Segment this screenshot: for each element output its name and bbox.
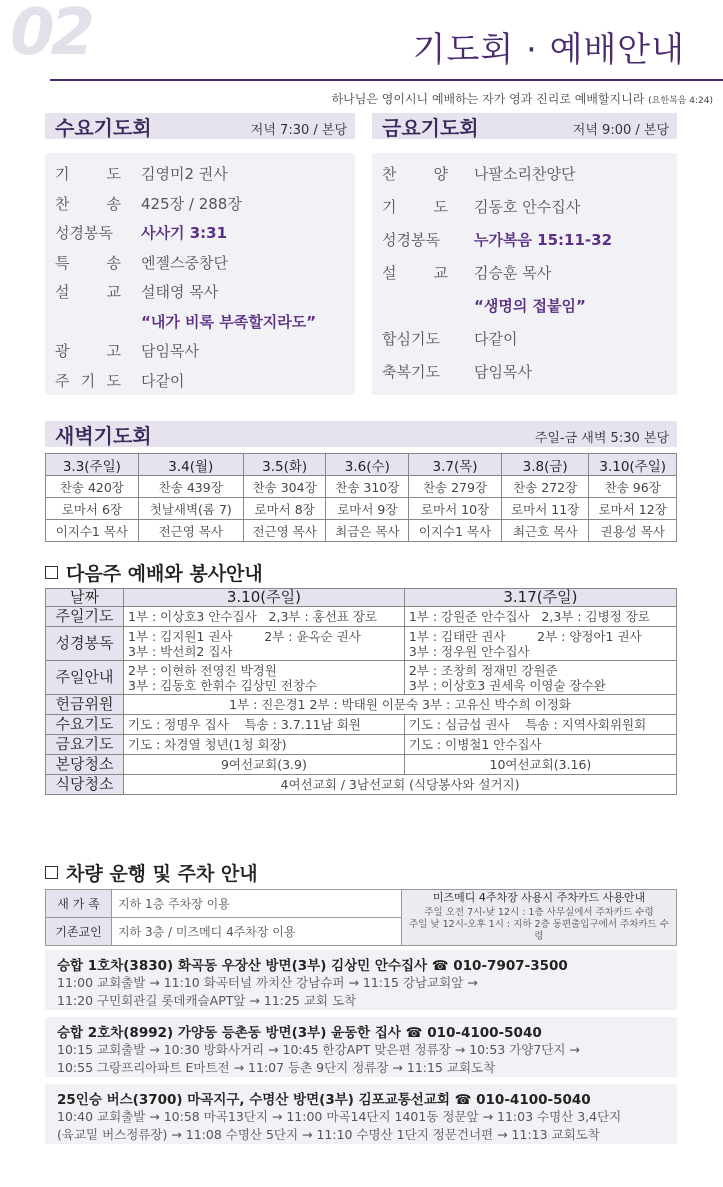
program-role: 성경봉독	[55, 224, 113, 242]
table-row	[46, 607, 677, 627]
dawn-cell: 전근영 목사	[243, 520, 326, 542]
row-value: 9여선교회(3.9)	[124, 755, 405, 775]
row-label: 수요기도	[46, 715, 124, 735]
table-row	[46, 755, 677, 775]
parking-label: 기존교인	[46, 918, 112, 946]
program-value: 425장 / 288장	[141, 194, 242, 213]
program-value: 김영미2 권사	[141, 165, 228, 183]
parking-table	[45, 889, 677, 946]
dawn-cell: 최근호 목사	[501, 520, 589, 542]
route-van-1	[45, 950, 677, 1010]
table-row	[46, 498, 677, 520]
program-row	[55, 340, 199, 361]
row-value: 1부 : 김지원1 권사 2부 : 윤옥순 권사 3부 : 박선희2 집사	[124, 627, 405, 661]
program-row	[55, 370, 185, 391]
dawn-cell: 3.6(수)	[326, 454, 409, 476]
friday-program	[372, 153, 677, 395]
program-value: 사사기 3:31	[141, 224, 228, 242]
row-value: 기도 : 이병철1 안수집사	[404, 735, 676, 755]
program-row	[55, 311, 317, 331]
route-title: 승합 1호차(3830) 화곡동 우장산 방면(3부) 김상민 안수집사 ☎ 010-7907-3500	[57, 958, 568, 974]
dawn-cell: 찬송 272장	[501, 476, 589, 498]
parking-value: 지하 1층 주차장 이용	[112, 890, 402, 918]
route-title: 25인승 버스(3700) 마곡지구, 수명산 방면(3부) 김포교통선교회 ☎ 010-4100-5040	[57, 1092, 591, 1108]
program-row	[382, 163, 576, 184]
table-row	[46, 520, 677, 542]
dawn-cell: 3.5(화)	[243, 454, 326, 476]
friday-time: 저녁 9:00 / 본당	[572, 123, 669, 138]
program-value: 김승훈 목사	[474, 264, 552, 282]
program-row	[382, 295, 586, 315]
row-label: 성경봉독	[46, 627, 124, 661]
wednesday-program	[45, 153, 355, 395]
program-value: 담임목사	[474, 363, 532, 381]
row-value: 2부 : 이현하 전영진 박경원 3부 : 김동호 한휘수 김상민 전창수	[124, 661, 405, 695]
program-value: 누가복음 15:11-32	[474, 231, 613, 249]
row-value: 10여선교회(3.16)	[404, 755, 676, 775]
program-role: 광 고	[55, 342, 121, 360]
dawn-cell: 찬송 304장	[243, 476, 326, 498]
row-value: 기도 : 차경열 청년(1청 회장)	[124, 735, 405, 755]
table-row	[46, 735, 677, 755]
next-week-heading	[45, 559, 263, 586]
square-bullet-icon	[45, 566, 58, 579]
program-role: 찬 양	[382, 165, 448, 183]
wednesday-title: 수요기도회	[55, 116, 152, 140]
row-value: 4여선교회 / 3남선교회 (식당봉사와 설거지)	[124, 775, 677, 795]
dawn-cell: 최금은 목사	[326, 520, 409, 542]
route-bus	[45, 1084, 677, 1144]
program-value: 다같이	[474, 330, 518, 348]
dawn-cell: 권용성 목사	[589, 520, 677, 542]
row-value: 1부 : 진은경1 2부 : 박태원 이문숙 3부 : 고유신 박수희 이정화	[124, 695, 677, 715]
program-row	[382, 361, 532, 382]
row-value: 1부 : 김태란 권사 2부 : 양정아1 권사 3부 : 정우원 안수집사	[404, 627, 676, 661]
row-value: 기도 : 심금섭 권사 특송 : 지역사회위원회	[404, 715, 676, 735]
program-role: 설 교	[55, 283, 121, 301]
next-week-table	[45, 588, 677, 795]
route-line: 10:40 교회출발 → 10:58 마곡13단지 → 11:00 마곡14단지 1401동 정문앞 → 11:03 수명산 3,4단지	[57, 1109, 622, 1124]
verse-text: 하나님은 영이시니 예배하는 자가 영과 진리로 예배할지니라	[331, 92, 645, 106]
dawn-schedule-table	[45, 453, 677, 542]
route-line: 10:15 교회출발 → 10:30 방화사거리 → 10:45 한강APT 맞은편 정류장 → 10:53 가양7단지 →	[57, 1042, 580, 1057]
table-row	[46, 661, 677, 695]
parking-notice-title: 미즈메디 4주차장 사용시 주차카드 사용안내	[432, 891, 646, 904]
dawn-cell: 찬송 279장	[409, 476, 502, 498]
program-role: 찬 송	[55, 194, 121, 213]
dawn-cell: 로마서 9장	[326, 498, 409, 520]
dawn-cell: 전근영 목사	[138, 520, 243, 542]
column-header: 3.10(주일)	[124, 589, 405, 607]
program-role: 특 송	[55, 253, 121, 272]
scripture-verse	[332, 90, 713, 107]
row-value: 1부 : 강원준 안수집사 2,3부 : 김병정 장로	[404, 607, 676, 627]
program-value: 담임목사	[141, 342, 199, 360]
program-value: 나팔소리찬양단	[474, 165, 576, 183]
column-header: 3.17(주일)	[404, 589, 676, 607]
car-title: 차량 운행 및 주차 안내	[66, 863, 258, 885]
title-divider	[50, 79, 723, 81]
program-role: 성경봉독	[382, 231, 440, 249]
table-row	[46, 695, 677, 715]
square-bullet-icon	[45, 866, 58, 879]
dawn-time: 주일-금 새벽 5:30 본당	[534, 431, 669, 446]
route-line: 11:00 교회출발 → 11:10 화곡터널 까치산 강남슈퍼 → 11:15 강남교회앞 →	[57, 975, 478, 990]
dawn-cell: 로마서 10장	[409, 498, 502, 520]
parking-card-notice	[402, 890, 677, 946]
program-row	[55, 281, 219, 302]
next-week-title: 다음주 예배와 봉사안내	[66, 563, 263, 585]
dawn-cell: 첫날새벽(롬 7)	[138, 498, 243, 520]
route-title: 승합 2호차(8992) 가양동 등촌동 방면(3부) 윤동한 집사 ☎ 010-4100-5040	[57, 1025, 542, 1041]
table-row	[46, 627, 677, 661]
table-row	[46, 454, 677, 476]
dawn-cell: 로마서 8장	[243, 498, 326, 520]
friday-header	[372, 113, 677, 139]
dawn-cell: 3.3(주일)	[46, 454, 139, 476]
program-role: 설 교	[382, 264, 448, 282]
parking-notice-line: 주일 오전 7시-낮 12시 : 1층 사무실에서 주차카드 수령	[424, 907, 654, 918]
page-number: 02	[10, 0, 92, 70]
program-row	[382, 328, 518, 349]
table-header-row	[46, 589, 677, 607]
dawn-cell: 로마서 11장	[501, 498, 589, 520]
dawn-cell: 3.7(목)	[409, 454, 502, 476]
row-label: 본당청소	[46, 755, 124, 775]
program-row	[55, 252, 228, 273]
program-role: 기 도	[55, 165, 121, 183]
table-row	[46, 476, 677, 498]
program-row	[55, 163, 228, 184]
row-label: 주일안내	[46, 661, 124, 695]
friday-title: 금요기도회	[382, 116, 479, 140]
program-value: 김동호 안수집사	[474, 198, 581, 216]
table-row	[46, 890, 677, 918]
page-title: 기도회 · 예배안내	[412, 30, 685, 70]
row-label: 식당청소	[46, 775, 124, 795]
dawn-cell: 찬송 96장	[589, 476, 677, 498]
dawn-header	[45, 421, 677, 447]
program-role: 기 도	[382, 198, 448, 216]
dawn-cell: 로마서 12장	[589, 498, 677, 520]
wednesday-header	[45, 113, 355, 139]
dawn-cell: 3.8(금)	[501, 454, 589, 476]
program-role: 축복기도	[382, 363, 440, 381]
dawn-cell: 찬송 420장	[46, 476, 139, 498]
program-role: 주 기 도	[55, 371, 121, 390]
row-value: 기도 : 정명우 집사 특송 : 3.7.11남 회원	[124, 715, 405, 735]
route-line: 10:55 그랑프리아파트 E마트전 → 11:07 등촌 9단지 정류장 → 11:15 교회도착	[57, 1060, 496, 1075]
program-role: 합심기도	[382, 330, 440, 348]
row-label: 주일기도	[46, 607, 124, 627]
parking-notice-line: 주일 낮 12시-오후 1시 : 지하 2층 동편출입구에서 주차카드 수령	[409, 919, 669, 942]
program-row	[55, 193, 242, 214]
dawn-cell: 3.10(주일)	[589, 454, 677, 476]
program-value: “생명의 접붙임”	[474, 297, 586, 315]
parking-value: 지하 3층 / 미즈메디 4주차장 이용	[112, 918, 402, 946]
car-heading	[45, 859, 258, 886]
program-value: 다같이	[141, 371, 185, 390]
row-value: 1부 : 이상호3 안수집사 2,3부 : 홍선표 장로	[124, 607, 405, 627]
wednesday-time: 저녁 7:30 / 본당	[250, 123, 347, 138]
dawn-cell: 찬송 439장	[138, 476, 243, 498]
program-row	[382, 196, 581, 217]
row-label: 금요기도	[46, 735, 124, 755]
dawn-cell: 찬송 310장	[326, 476, 409, 498]
program-row	[382, 229, 613, 250]
route-van-2	[45, 1017, 677, 1077]
verse-reference: (요한복음 4:24)	[648, 96, 713, 106]
dawn-cell: 이지수1 목사	[409, 520, 502, 542]
program-value: “내가 비록 부족할지라도”	[141, 312, 317, 331]
parking-label: 새 가 족	[46, 890, 112, 918]
row-label: 헌금위원	[46, 695, 124, 715]
dawn-cell: 이지수1 목사	[46, 520, 139, 542]
row-value: 2부 : 조창희 정재민 강원준 3부 : 이상호3 권세욱 이영술 장수완	[404, 661, 676, 695]
program-value: 엔젤스중창단	[141, 253, 228, 272]
dawn-cell: 로마서 6장	[46, 498, 139, 520]
program-row	[55, 222, 228, 243]
column-header: 날짜	[46, 589, 124, 607]
route-line: (육교밑 버스정류장) → 11:08 수명산 5단지 → 11:10 수명산 1단지 정문건너편 → 11:13 교회도착	[57, 1127, 600, 1142]
program-row	[382, 262, 552, 283]
table-row	[46, 715, 677, 735]
program-value: 설태영 목사	[141, 283, 219, 301]
dawn-cell: 3.4(월)	[138, 454, 243, 476]
route-line: 11:20 구민회관길 롯데캐슬APT앞 → 11:25 교회 도착	[57, 993, 357, 1008]
table-row	[46, 775, 677, 795]
dawn-title: 새벽기도회	[55, 424, 152, 448]
